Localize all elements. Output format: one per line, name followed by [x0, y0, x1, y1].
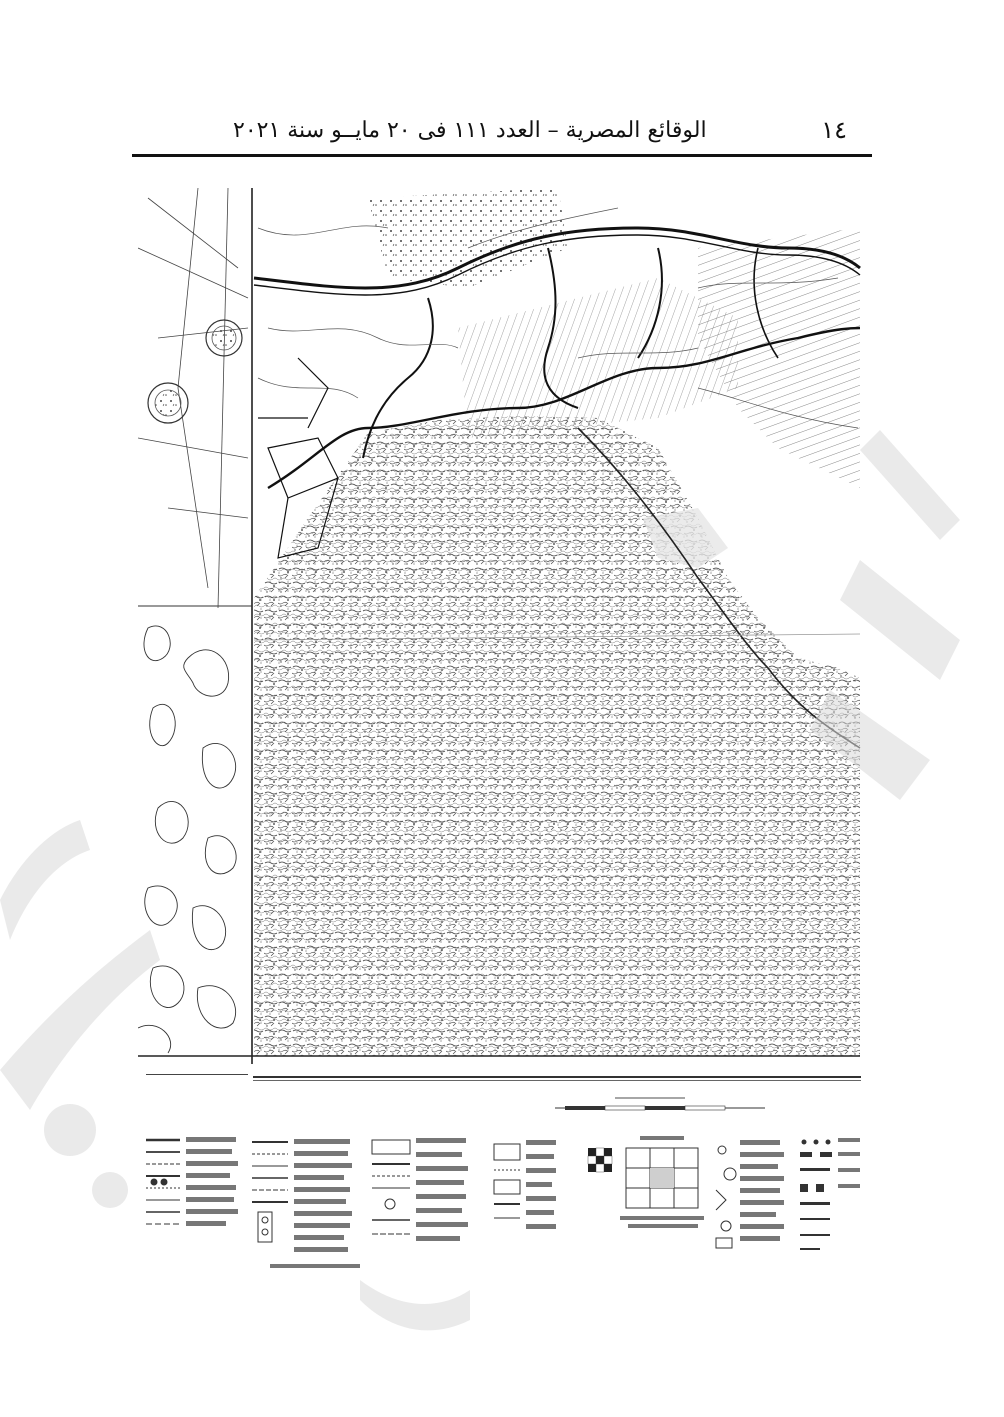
- map-drawing: [138, 188, 862, 1064]
- map-figure: [138, 188, 862, 1064]
- map-bottom-rule: [253, 1076, 861, 1078]
- map-left-rule: [146, 1074, 248, 1075]
- map-legend: [140, 1130, 864, 1280]
- gazette-title: الوقائع المصرية – العدد ١١١ فى ٢٠ مايــو سنة ٢٠٢١: [233, 118, 707, 143]
- map-bottom-rule-secondary: [253, 1080, 861, 1081]
- scale-bar: [555, 1094, 765, 1118]
- page-header: [135, 110, 873, 154]
- header-rule: [132, 154, 872, 157]
- page-number: ١٤: [821, 116, 847, 144]
- legend-symbols-icon: [140, 1130, 864, 1280]
